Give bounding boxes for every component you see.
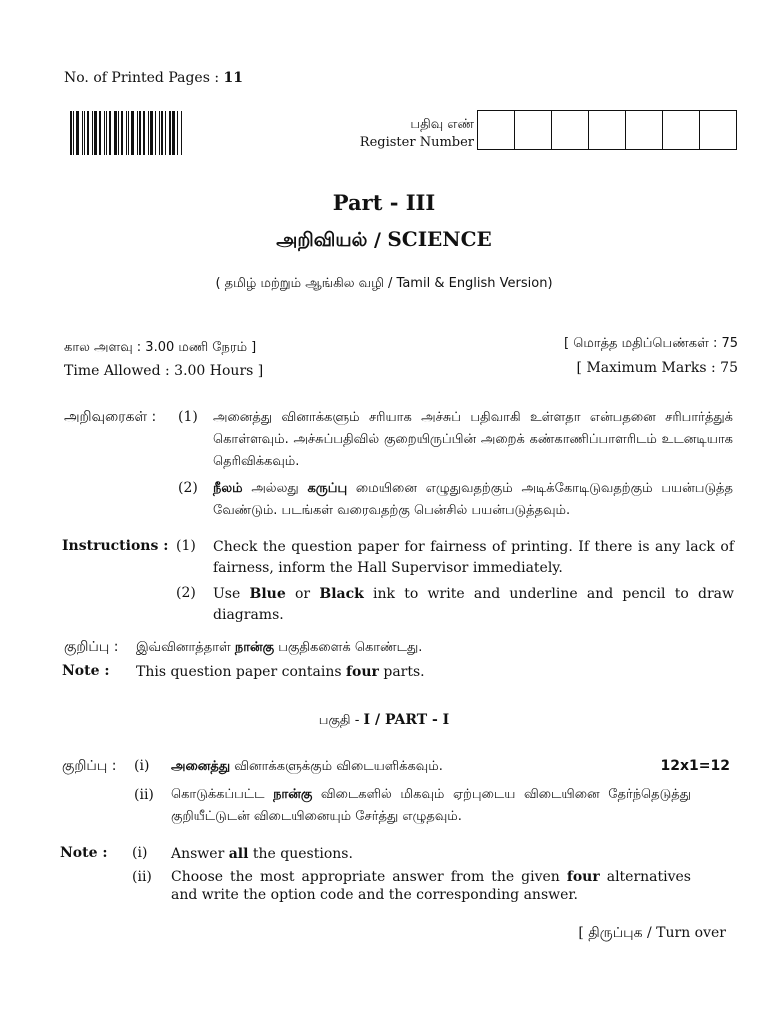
- instruction-ta-2: [213, 478, 733, 522]
- bold-all-ta: அனைத்து: [171, 759, 231, 774]
- instruction-ta-1: அனைத்து வினாக்களும் சரியாக அச்சுப் பதிவாகி உள்ளதா என்பதனை சரிபார்த்துக் கொள்ளவும். அச்சுப்பதிவில் குறையிருப்பின் அறைக் கண்காணிப்பாளரிடம் உடனடியாக தெரிவிக்கவும்.: [213, 410, 733, 469]
- bold-black-en: Black: [319, 586, 364, 602]
- barcode-bar: [165, 111, 166, 155]
- text: கொடுக்கப்பட்ட: [171, 787, 274, 802]
- text: Use: [213, 586, 250, 602]
- barcode-bar: [172, 111, 175, 155]
- barcode-bar: [161, 111, 163, 155]
- time-allowed-ta: கால அளவு : 3.00 மணி நேரம் ]: [64, 340, 257, 355]
- part-one-ta-2: [171, 784, 691, 828]
- register-box: [552, 111, 589, 149]
- bold-blue-ta: நீலம்: [213, 481, 243, 496]
- text: parts.: [378, 664, 425, 680]
- bold-all-en: all: [228, 846, 249, 862]
- bold-blue-en: Blue: [249, 586, 286, 602]
- text: Answer: [171, 846, 229, 862]
- max-marks-ta: [ மொத்த மதிப்பெண்கள் : 75: [564, 336, 738, 351]
- version-line: ( தமிழ் மற்றும் ஆங்கில வழி / Tamil & English Version): [215, 276, 553, 291]
- text: or: [285, 586, 320, 602]
- register-box: [515, 111, 552, 149]
- instruction-en-1: Check the question paper for fairness of printing. If there is any lack of fairness, inform the Hall Supervisor immediately.: [213, 539, 734, 576]
- barcode-bar: [148, 111, 149, 155]
- barcode-bar: [181, 111, 182, 155]
- bold-four-ta: நான்கு: [234, 640, 275, 655]
- barcode-bar: [128, 111, 129, 155]
- printed-pages-label: No. of Printed Pages :: [64, 70, 220, 86]
- barcode-bar: [104, 111, 105, 155]
- part-one-num-ta-1: (i): [134, 758, 150, 774]
- barcode-bar: [137, 111, 138, 155]
- text: alternatives and write the option code and the corresponding answer.: [171, 869, 691, 903]
- instruction-num-en-1: (1): [176, 538, 196, 554]
- part-one-en-1: [171, 844, 353, 864]
- barcode-bar: [126, 111, 127, 155]
- part-one-note-label-en: Note :: [60, 845, 108, 861]
- barcode-bar: [114, 111, 117, 155]
- register-box: [626, 111, 663, 149]
- part-one-ta-1: [171, 757, 443, 777]
- register-box: [663, 111, 700, 149]
- printed-pages-line: [64, 68, 243, 88]
- part-one-note-label-ta: குறிப்பு :: [62, 758, 117, 774]
- barcode-bar: [82, 111, 83, 155]
- text: This question paper contains: [136, 664, 346, 680]
- bold-four-en: four: [566, 869, 600, 885]
- register-number-label: [360, 116, 474, 152]
- register-box: [589, 111, 626, 149]
- max-marks-en: [ Maximum Marks : 75: [576, 360, 738, 376]
- part-one-heading-ta: பகுதி -: [318, 713, 364, 728]
- register-label-en: Register Number: [359, 135, 474, 150]
- text: மையினை எழுதுவதற்கும் அடிக்கோடிடுவதற்கும் பயன்படுத்த வேண்டும். படங்கள் வரைவதற்கு பென்சில் பயன்படுத்தவும்.: [213, 481, 733, 518]
- instructions-label-en: Instructions :: [62, 538, 169, 554]
- note-label-ta: குறிப்பு :: [64, 639, 119, 655]
- instruction-num-ta-1: (1): [178, 409, 198, 425]
- barcode-bar: [99, 111, 101, 155]
- note-text-en: [136, 662, 425, 682]
- time-allowed-en: Time Allowed : 3.00 Hours ]: [64, 363, 264, 379]
- barcode-bar: [106, 111, 107, 155]
- barcode-bar: [139, 111, 141, 155]
- barcode-bar: [177, 111, 178, 155]
- subject-ta: அறிவியல் /: [276, 229, 381, 251]
- barcode-bar: [73, 111, 74, 155]
- register-number-boxes: [477, 110, 737, 150]
- barcode-bar: [92, 111, 93, 155]
- instructions-label-ta: அறிவுரைகள் :: [64, 409, 157, 425]
- text: விடைகளில் மிகவும் ஏற்புடைய விடையினை தேர்ந்தெடுத்து குறியீட்டுடன் விடையினையும் சேர்த்து எழுதவும்.: [171, 787, 691, 824]
- note-label-en: Note :: [62, 663, 110, 679]
- part-one-num-en-2: (ii): [132, 869, 152, 885]
- part-one-heading: [0, 712, 768, 729]
- barcode-bar: [94, 111, 97, 155]
- text: அல்லது: [242, 481, 308, 496]
- turn-over: [ திருப்புக / Turn over: [578, 925, 726, 941]
- register-box: [700, 111, 736, 149]
- register-label-ta: பதிவு எண்: [410, 117, 474, 132]
- barcode-bar: [87, 111, 89, 155]
- instruction-num-ta-2: (2): [178, 480, 198, 496]
- barcode-bar: [76, 111, 79, 155]
- part-one-num-en-1: (i): [132, 845, 148, 861]
- instruction-en-2: [213, 584, 734, 626]
- text: வினாக்களுக்கும் விடையளிக்கவும்.: [230, 759, 443, 774]
- part-title: Part - III: [332, 190, 436, 215]
- text: இவ்வினாத்தாள்: [136, 640, 235, 655]
- text: பகுதிகளைக் கொண்டது.: [274, 640, 423, 655]
- part-one-heading-en: I / PART - I: [363, 712, 450, 728]
- bold-four-en: four: [346, 664, 379, 680]
- instruction-num-en-2: (2): [176, 585, 196, 601]
- barcode-bar: [121, 111, 123, 155]
- barcode-bar: [155, 111, 156, 155]
- bold-black-ta: கருப்பு: [307, 481, 348, 496]
- part-one-en-2: [171, 868, 691, 904]
- subject-en: SCIENCE: [387, 227, 492, 251]
- barcode-bar: [118, 111, 119, 155]
- subject-title: [0, 227, 768, 254]
- text: ink to write and underline and pencil to draw diagrams.: [213, 586, 734, 623]
- barcode-bar: [84, 111, 85, 155]
- part-one-num-ta-2: (ii): [134, 787, 154, 803]
- part-one-score: 12x1=12: [660, 758, 730, 774]
- printed-pages-value: 11: [223, 70, 243, 86]
- barcode-bar: [70, 111, 72, 155]
- barcode-bar: [143, 111, 145, 155]
- barcode-bar: [150, 111, 153, 155]
- barcode-bar: [131, 111, 134, 155]
- barcode-bar: [159, 111, 160, 155]
- note-text-ta: [136, 638, 422, 658]
- bold-four-ta: நான்கு: [273, 787, 313, 802]
- barcode-bar: [169, 111, 171, 155]
- barcode: [70, 111, 188, 155]
- text: the questions.: [248, 846, 353, 862]
- register-box: [478, 111, 515, 149]
- barcode-bar: [109, 111, 111, 155]
- text: Choose the most appropriate answer from the given: [171, 869, 567, 885]
